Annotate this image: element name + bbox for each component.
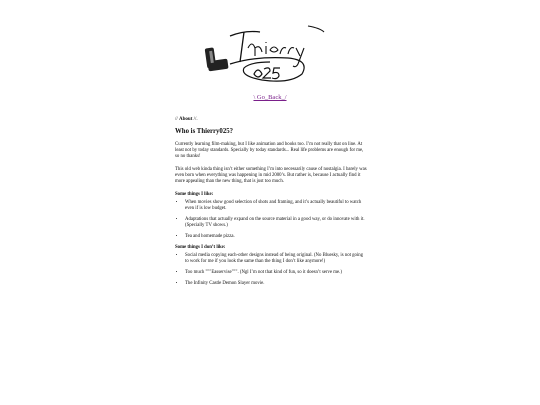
dislikes-item: • Too much """Easservise""". (Ngl I’m not that kind of fun, so it doesn’t serve me.) <box>185 270 367 276</box>
breadcrumb-current: About <box>179 117 193 122</box>
inhaler-drawing-icon <box>200 18 330 90</box>
page-title: Who is Thierry025? <box>175 128 234 135</box>
dislikes-list <box>175 253 367 287</box>
about-content <box>175 117 367 292</box>
intro-paragraph: Currently learning film-making, but I like animation and books too. I’m not really that on line. At least not by today standards. Specially by today standards... Real life problems are enough for me, so no thanks! <box>175 142 364 159</box>
likes-item: • Tea and homemade pizza. <box>185 234 367 240</box>
breadcrumb <box>175 117 367 123</box>
dislikes-title: Some things I don’t like: <box>175 245 226 250</box>
dislikes-item: • Social media copying each-other designs instead of being original. (No Bluesky, is not going to work for me if you look the same than the thing I don’t like anymore!) <box>185 253 367 265</box>
go-back-nav <box>0 94 540 101</box>
likes-item: • Adaptations that actually expand on the source material in a good way, or do innovate with it. (Specially TV shows.) <box>185 217 367 229</box>
likes-title: Some things I like: <box>175 192 214 197</box>
breadcrumb-suffix: //. <box>192 117 198 122</box>
likes-item: • When movies show good selection of shots and framing, and it’s actually beautiful to watch even if is low budget. <box>185 200 367 212</box>
likes-list <box>175 200 367 240</box>
breadcrumb-prefix: // <box>175 117 180 122</box>
old-web-paragraph: This old web kinda thing isn’t either something I’m into necessarily cause of nostalgia. I barely was even born when everything was happening in mid 2000’s. But rather is, because I actually find it more appealing than the new thing, that is just too much. <box>175 167 367 184</box>
go-back-link[interactable]: \ Go_Back_/ <box>253 94 287 101</box>
site-logo[interactable] <box>200 18 330 90</box>
dislikes-item: • The Infinity Castle Demon Slayer movie. <box>185 281 367 287</box>
